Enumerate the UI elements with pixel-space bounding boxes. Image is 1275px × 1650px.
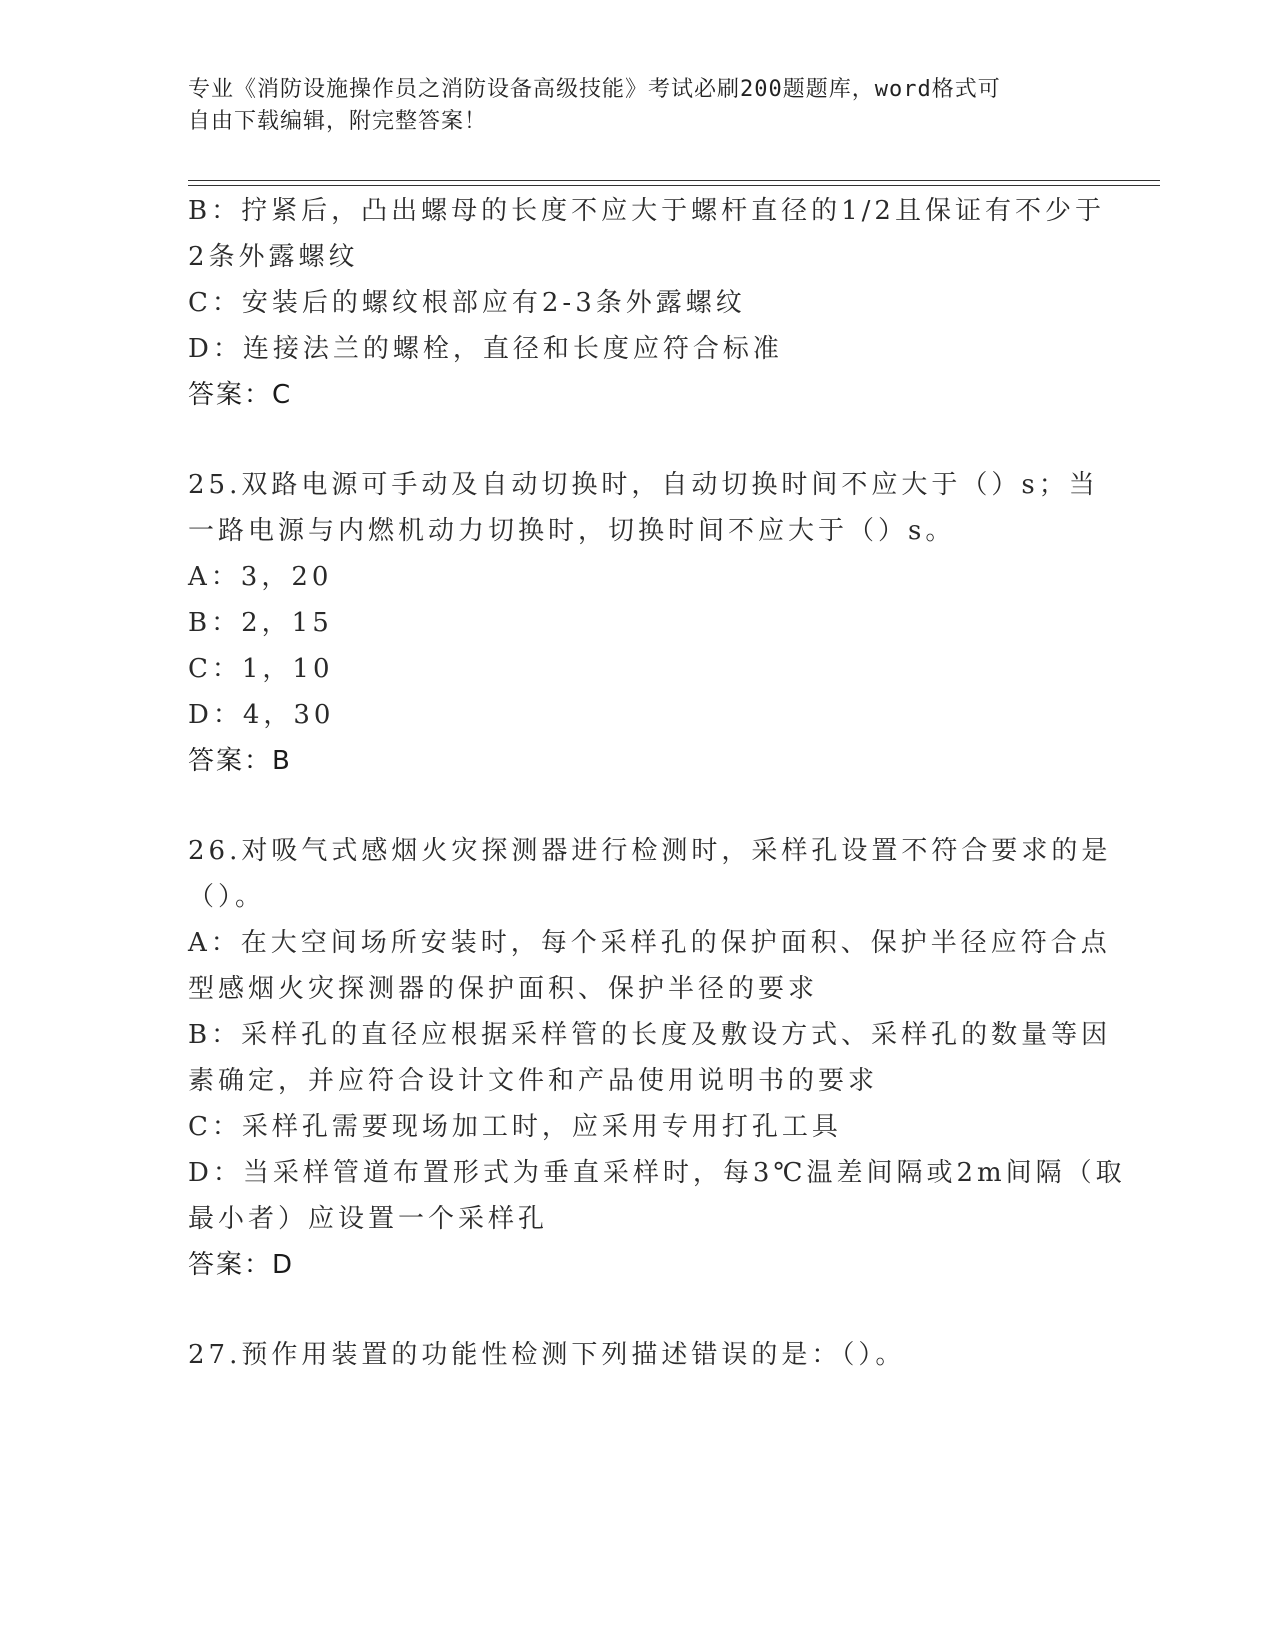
q26-option-d-line-1: D：当采样管道布置形式为垂直采样时，每3℃温差间隔或2m间隔（取	[188, 1158, 1126, 1188]
q26-option-d-line-2: 最小者）应设置一个采样孔	[188, 1204, 549, 1234]
q26-option-b-line-2: 素确定，并应符合设计文件和产品使用说明书的要求	[188, 1066, 879, 1096]
q27-stem: 27.预作用装置的功能性检测下列描述错误的是：（）。	[188, 1340, 906, 1370]
question-26	[188, 828, 1126, 1288]
document-body	[188, 188, 1126, 1378]
q26-stem-line-2: （）。	[188, 882, 266, 912]
question-27	[188, 1332, 1088, 1378]
q26-option-b-line-1: B：采样孔的直径应根据采样管的长度及敷设方式、采样孔的数量等因	[188, 1020, 1112, 1050]
q24-option-c: C：安装后的螺纹根部应有2-3条外露螺纹	[188, 288, 746, 318]
header-line-2: 自由下载编辑，附完整答案！	[188, 109, 488, 134]
q25-stem-line-2: 一路电源与内燃机动力切换时，切换时间不应大于（）s。	[188, 516, 956, 546]
q26-option-a-line-2: 型感烟火灾探测器的保护面积、保护半径的要求	[188, 974, 819, 1004]
q24-option-b-line-1: B：拧紧后，凸出螺母的长度不应大于螺杆直径的1/2且保证有不少于	[188, 196, 1105, 226]
q24-option-b-line-2: 2条外露螺纹	[188, 242, 359, 272]
question-25	[188, 462, 1099, 784]
q26-answer: 答案：D	[188, 1250, 295, 1280]
q25-stem-line-1: 25.双路电源可手动及自动切换时，自动切换时间不应大于（）s；当	[188, 470, 1099, 500]
q25-option-c: C：1，10	[188, 654, 334, 684]
q25-option-b: B：2，15	[188, 608, 333, 638]
question-24-fragment	[188, 188, 1105, 418]
q26-option-a-line-1: A：在大空间场所安装时，每个采样孔的保护面积、保护半径应符合点	[188, 928, 1111, 958]
q26-stem-line-1: 26.对吸气式感烟火灾探测器进行检测时，采样孔设置不符合要求的是	[188, 836, 1112, 866]
q26-option-c: C：采样孔需要现场加工时，应采用专用打孔工具	[188, 1112, 842, 1142]
q25-option-d: D：4，30	[188, 700, 335, 730]
q24-answer: 答案：C	[188, 380, 293, 410]
document-header	[188, 74, 1088, 138]
q24-option-d: D：连接法兰的螺栓，直径和长度应符合标准	[188, 334, 783, 364]
q25-option-a: A：3，20	[188, 562, 333, 592]
header-line-1: 专业《消防设施操作员之消防设备高级技能》考试必刷200题题库，word格式可	[188, 77, 1001, 102]
header-rule-bottom	[188, 185, 1160, 186]
header-rule-top	[188, 180, 1160, 181]
q25-answer: 答案：B	[188, 746, 292, 776]
